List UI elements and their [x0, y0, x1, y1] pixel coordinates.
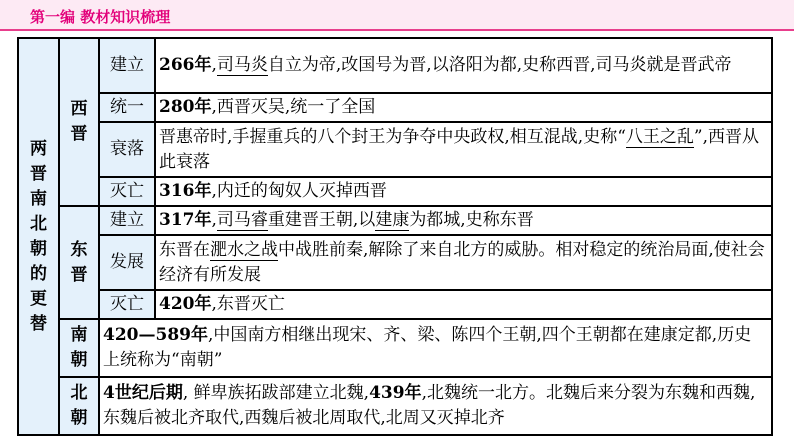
stage-label: 发展	[110, 252, 144, 272]
content-text: 自立为帝,改国号为晋,以洛阳为都,史称西晋,司马炎就是晋武帝	[267, 55, 732, 75]
content-cell	[155, 290, 772, 319]
content-text: , 鲜卑族拓跋部建立北魏,	[182, 383, 370, 403]
stage-label: 建立	[110, 55, 144, 75]
year-text: 439年	[369, 383, 422, 403]
key-term: 建康	[375, 210, 410, 230]
content-text: ,北魏统一北方。北魏后来分裂为东魏和西魏,东魏后被北齐取代,西魏后被北周取代,北周又灭掉北齐	[103, 383, 756, 428]
dynasty-nanchao-cell	[59, 319, 99, 377]
table-row	[18, 235, 772, 290]
stage-label: 统一	[110, 97, 144, 117]
stage-cell	[99, 93, 155, 122]
section-title: 第一编 教材知识梳理	[30, 8, 171, 26]
content-text: ,东晋灭亡	[211, 294, 285, 314]
table-row	[18, 377, 772, 435]
content-text: 晋惠帝时,手握重兵的八个封王为争夺中央政权,相互混战,史称“	[159, 126, 626, 147]
year-text: 266年	[159, 55, 212, 75]
table-row	[18, 38, 772, 93]
stage-cell	[99, 38, 155, 93]
table-row	[18, 290, 772, 319]
key-term: 司马炎	[216, 55, 268, 75]
era-title: 两晋南北朝的更替	[30, 138, 47, 334]
key-term: 八王之乱	[625, 126, 694, 147]
stage-label: 灭亡	[110, 181, 144, 201]
dynasty-dongjin-cell	[59, 206, 99, 319]
content-cell	[155, 38, 772, 93]
table-row	[18, 93, 772, 122]
content-cell	[99, 319, 772, 377]
content-text: 中战胜前秦,解除了来自北方的威胁。相对稳定的统治局面,使社会经济有所发展	[159, 239, 765, 285]
dynasty-xijin-cell	[59, 38, 99, 206]
content-cell	[155, 122, 772, 177]
content-cell	[155, 177, 772, 206]
stage-cell	[99, 290, 155, 319]
year-text: 420—589年	[103, 325, 208, 345]
history-table	[17, 37, 773, 436]
content-text: ”,西晋从此衰落	[159, 126, 760, 172]
table-row	[18, 122, 772, 177]
year-text: 280年	[159, 97, 212, 117]
dynasty-dongjin: 东晋	[70, 239, 88, 285]
stage-label: 建立	[110, 210, 144, 230]
content-text: ,	[211, 210, 217, 230]
year-text: 4世纪后期	[103, 383, 183, 403]
content-cell	[155, 206, 772, 235]
dynasty-beichao-cell	[59, 377, 99, 435]
content-text: ,内迁的匈奴人灭掉西晋	[211, 181, 387, 201]
key-term: 司马睿	[216, 210, 268, 230]
table-row	[18, 319, 772, 377]
content-text: 重建晋王朝,以	[267, 210, 376, 230]
stage-cell	[99, 177, 155, 206]
content-text: ,西晋灭吴,统一了全国	[211, 97, 376, 117]
content-text: ,	[211, 55, 217, 75]
stage-label: 衰落	[110, 139, 144, 159]
year-text: 420年	[159, 294, 212, 314]
year-text: 317年	[159, 210, 212, 230]
content-cell	[155, 235, 772, 290]
content-text: ,中国南方相继出现宋、齐、梁、陈四个王朝,四个王朝都在建康定都,历史上统称为“南朝”	[103, 325, 752, 370]
year-text: 316年	[159, 181, 212, 201]
dynasty-beichao: 北朝	[70, 383, 88, 428]
era-title-cell	[18, 38, 59, 435]
stage-cell	[99, 235, 155, 290]
dynasty-nanchao: 南朝	[70, 325, 88, 370]
stage-cell	[99, 206, 155, 235]
stage-cell	[99, 122, 155, 177]
content-cell	[99, 377, 772, 435]
header-divider	[0, 29, 794, 31]
table-row	[18, 206, 772, 235]
content-text: 东晋在	[159, 239, 210, 260]
key-term: 淝水之战	[210, 239, 278, 260]
stage-label: 灭亡	[110, 294, 144, 314]
dynasty-xijin: 西晋	[70, 99, 88, 144]
content-text: 为都城,史称东晋	[409, 210, 534, 230]
content-cell	[155, 93, 772, 122]
table-row	[18, 177, 772, 206]
